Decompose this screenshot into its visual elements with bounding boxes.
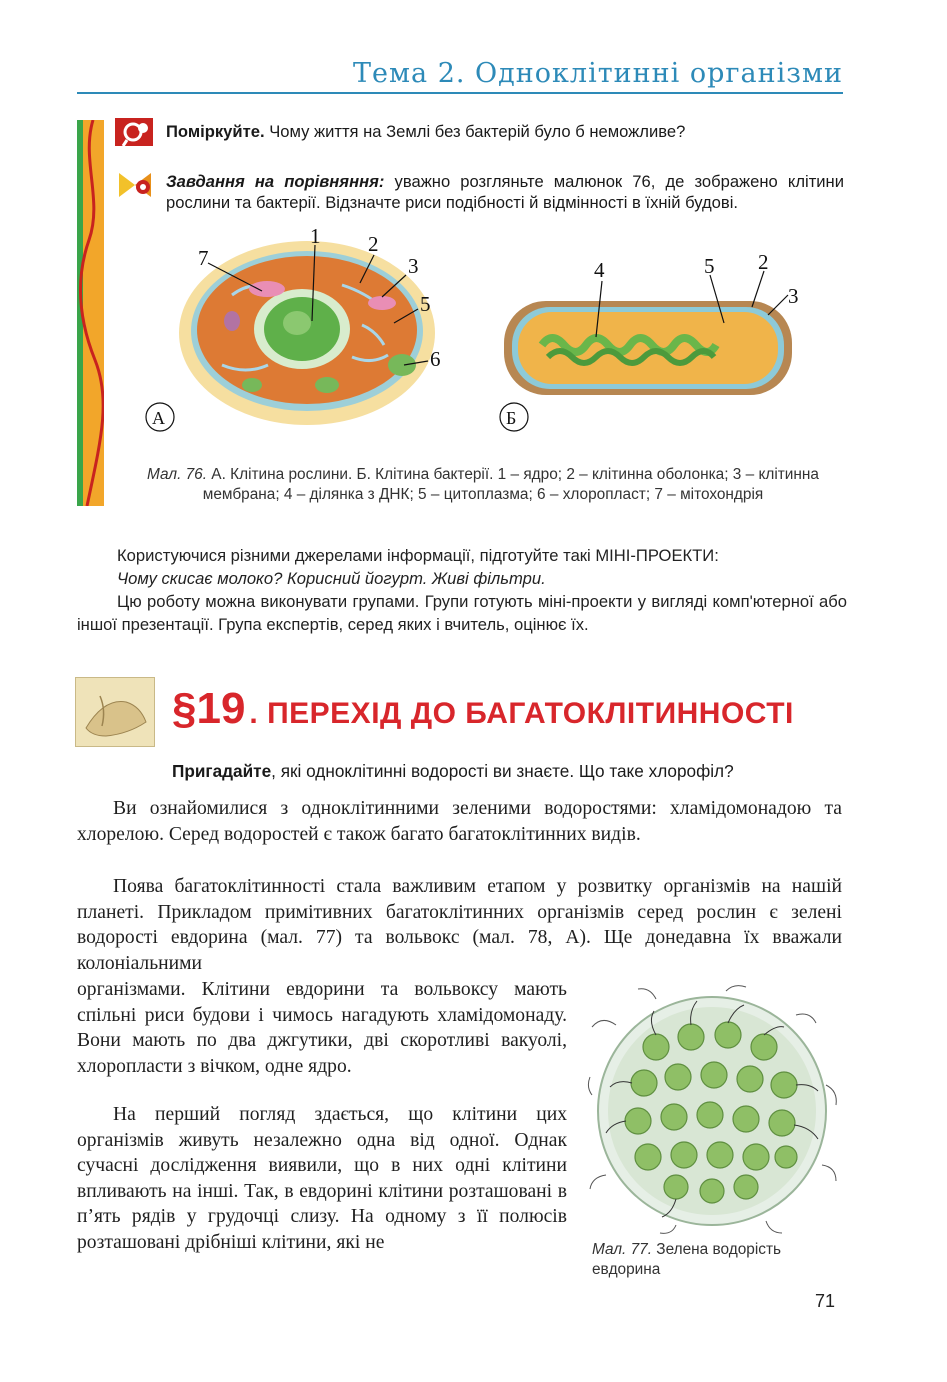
bacteria-label-5: 5 xyxy=(704,254,715,278)
mini-projects-topics: Чому скисає молоко? Корисний йогурт. Живі фільтри. xyxy=(117,569,546,588)
body-paragraph-1: Ви ознайомилися з одноклітинними зеленими водоростями: хламідомонадою та хлорелою. Серед водоростей є також багато багатоклітинних видів. xyxy=(77,798,842,845)
figure-77-caption-text: Зелена водорість евдорина xyxy=(592,1241,782,1278)
mini-projects-block xyxy=(77,544,847,636)
think-question: Чому життя на Землі без бактерій було б неможливе? xyxy=(264,122,686,141)
bacteria-label-2: 2 xyxy=(758,250,769,274)
section-title: . ПЕРЕХІД ДО БАГАТОКЛІТИННОСТІ xyxy=(249,697,794,730)
think-label: Поміркуйте. xyxy=(166,122,265,141)
plant-cell-label: А xyxy=(152,408,165,428)
figure-77-caption xyxy=(592,1240,842,1280)
plant-label-5: 5 xyxy=(420,292,431,316)
figure-76-caption-text: А. Клітина рослини. Б. Клітина бактерії. 1 – ядро; 2 – клітинна оболонка; 3 – клітинна мембрана; 4 – ділянка з ДНК; 5 – цитоплазма; 6 – хлоропласт; 7 – мітохондрія xyxy=(202,466,819,503)
recall-prompt xyxy=(172,761,844,782)
plant-label-3: 3 xyxy=(408,254,419,278)
bacteria-cell-label: Б xyxy=(506,408,517,428)
plant-label-6: 6 xyxy=(430,347,441,371)
plant-cell-illustration xyxy=(146,225,441,431)
bacteria-label-4: 4 xyxy=(594,258,605,282)
page-number: 71 xyxy=(815,1291,836,1311)
plant-label-1: 1 xyxy=(310,225,321,248)
running-header: Тема 2. Одноклітинні організми xyxy=(353,58,843,89)
compare-label: Завдання на порівняння: xyxy=(166,172,385,191)
compare-instructions: уважно розгляньте малюнок 76, де зображено клітини рослини та бактерії. Відзначте риси подібності й відмінності в їхній будові. xyxy=(166,172,844,212)
plant-label-2: 2 xyxy=(368,232,379,256)
figure-76-caption xyxy=(118,465,848,505)
recall-text: , які одноклітинні водорості ви знаєте. Що таке хлорофіл? xyxy=(271,761,734,781)
mini-projects-instructions: Цю роботу можна виконувати групами. Групи готують міні-проекти у вигляді комп'ютерної або іншої презентації. Група експертів, серед яких і вчитель, оцінює їх. xyxy=(77,592,847,634)
bacterial-cell-illustration xyxy=(500,250,799,431)
recall-label: Пригадайте xyxy=(172,761,272,781)
body-paragraph-4: На перший погляд здається, що клітини цих організмів живуть незалежно одна від одної. Однак сучасні дослідження виявили, що в них одні клітини впливають на інші. Так, в евдорині клітини розташовані в п’ять рядів у грудочці слизу. На одному з її полюсів розташовані дрібніші клітини, які не xyxy=(77,1104,567,1253)
plant-label-7: 7 xyxy=(198,246,209,270)
section-heading xyxy=(172,684,794,734)
think-prompt xyxy=(166,121,846,142)
header-rule xyxy=(77,92,843,94)
body-paragraph-3: організмами. Клітини евдорини та вольвоксу мають спільні риси будови і чимось нагадують хламідомонаду. Вони мають по два джгутики, дві скоротливі вакуолі, хлоропласти з вічком, одне ядро. xyxy=(77,979,567,1077)
body-paragraph-2: Поява багатоклітинності стала важливим етапом у розвитку організмів на нашій планеті. Прикладом примітивних багатоклітинних організмів серед рослин є зелені водорості евдорина (мал. 77) та вольвокс (мал. 78, А). Ще донедавна їх вважали колоніальними xyxy=(77,876,842,974)
figure-76-caption-prefix: Мал. 76. xyxy=(147,466,208,483)
figure-77-eudorina xyxy=(586,985,842,1237)
side-band-decoration xyxy=(77,120,104,506)
section-thumbnail-image xyxy=(75,677,155,747)
section-number: §19 xyxy=(172,684,246,733)
think-icon xyxy=(113,114,157,150)
bacteria-label-3: 3 xyxy=(788,284,799,308)
compare-task-icon xyxy=(113,165,157,205)
mini-projects-lead: Користуючися різними джерелами інформації, підготуйте такі МІНІ-ПРОЕКТИ: xyxy=(117,546,719,565)
figure-76-cells xyxy=(112,225,852,465)
figure-77-caption-prefix: Мал. 77. xyxy=(592,1241,653,1258)
compare-task xyxy=(166,171,844,213)
